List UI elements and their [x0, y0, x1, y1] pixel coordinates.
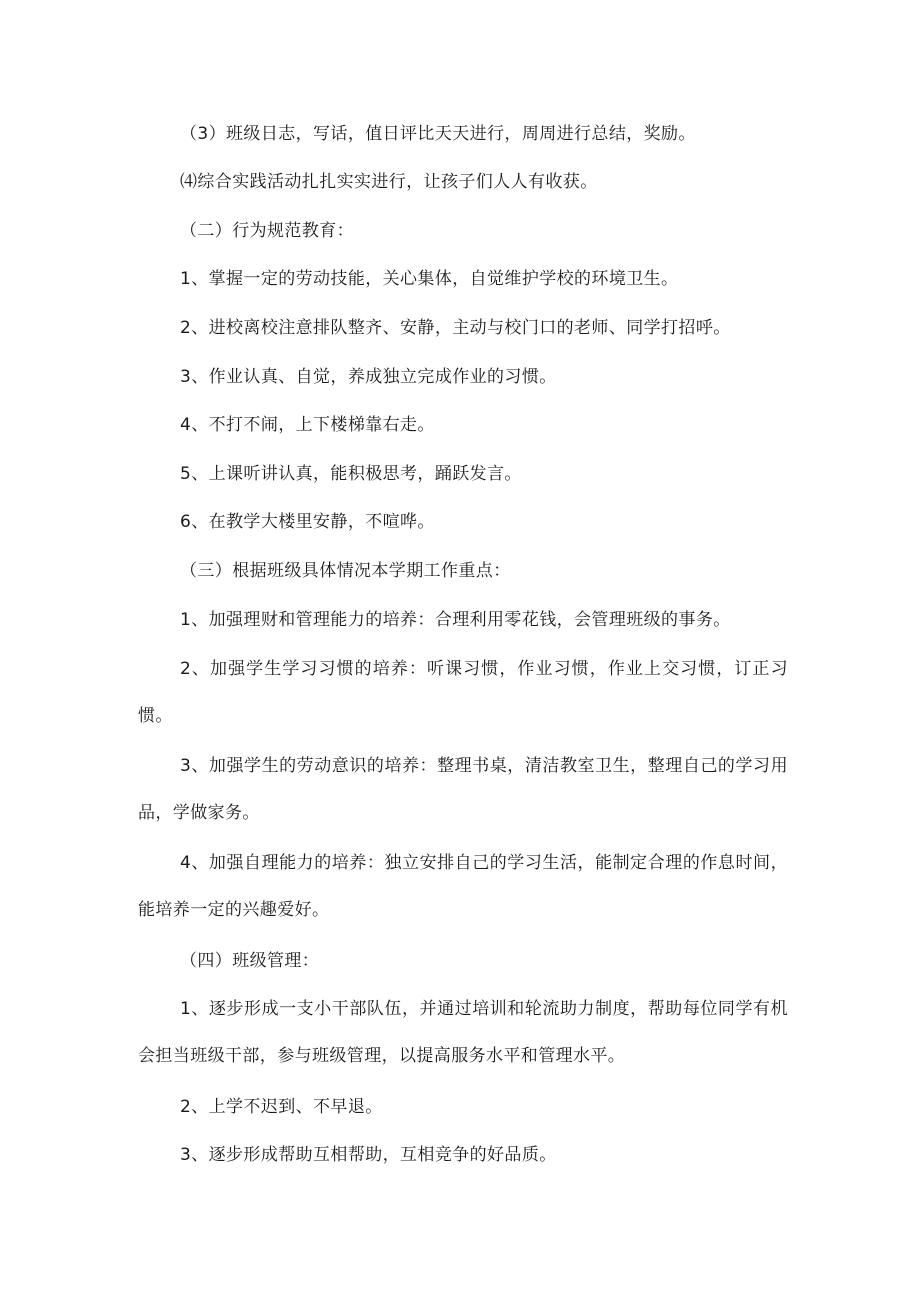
paragraph-focus-4: 4、加强自理能力的培养：独立安排自己的学习生活，能制定合理的作息时间，能培养一定的兴趣爱好。: [138, 853, 788, 920]
paragraph-focus-3: 3、加强学生的劳动意识的培养：整理书桌，清洁教室卫生，整理自己的学习用品，学做家务。: [138, 756, 788, 823]
heading-class-management: （四）班级管理：: [180, 951, 320, 971]
paragraph-behavior-5: 5、上课听讲认真，能积极思考，踊跃发言。: [180, 464, 522, 484]
paragraph-management-1: 1、逐步形成一支小干部队伍，并通过培训和轮流助力制度，帮助每位同学有机会担当班级干部，参与班级管理，以提高服务水平和管理水平。: [138, 999, 788, 1066]
paragraph-behavior-4: 4、不打不闹，上下楼梯靠右走。: [180, 415, 435, 435]
paragraph-practice-activities: ⑷综合实践活动扎扎实实进行，让孩子们人人有收获。: [180, 172, 598, 192]
paragraph-focus-2: 2、加强学生学习习惯的培养：听课习惯，作业习惯，作业上交习惯，订正习惯。: [138, 659, 788, 726]
paragraph-behavior-2: 2、进校离校注意排队整齐、安静，主动与校门口的老师、同学打招呼。: [180, 318, 731, 338]
heading-behavior-norms: （二）行为规范教育：: [180, 221, 354, 241]
paragraph-focus-1: 1、加强理财和管理能力的培养：合理利用零花钱，会管理班级的事务。: [180, 610, 731, 630]
paragraph-behavior-3: 3、作业认真、自觉，养成独立完成作业的习惯。: [180, 367, 557, 387]
paragraph-management-3: 3、逐步形成帮助互相帮助，互相竞争的好品质。: [180, 1145, 557, 1165]
paragraph-management-2: 2、上学不迟到、不早退。: [180, 1097, 383, 1117]
paragraph-behavior-1: 1、掌握一定的劳动技能，关心集体，自觉维护学校的环境卫生。: [180, 269, 679, 289]
paragraph-class-log: （3）班级日志，写话，值日评比天天进行，周周进行总结，奖励。: [180, 124, 696, 144]
paragraph-behavior-6: 6、在教学大楼里安静，不喧哗。: [180, 512, 435, 532]
heading-semester-focus: （三）根据班级具体情况本学期工作重点：: [180, 561, 511, 581]
